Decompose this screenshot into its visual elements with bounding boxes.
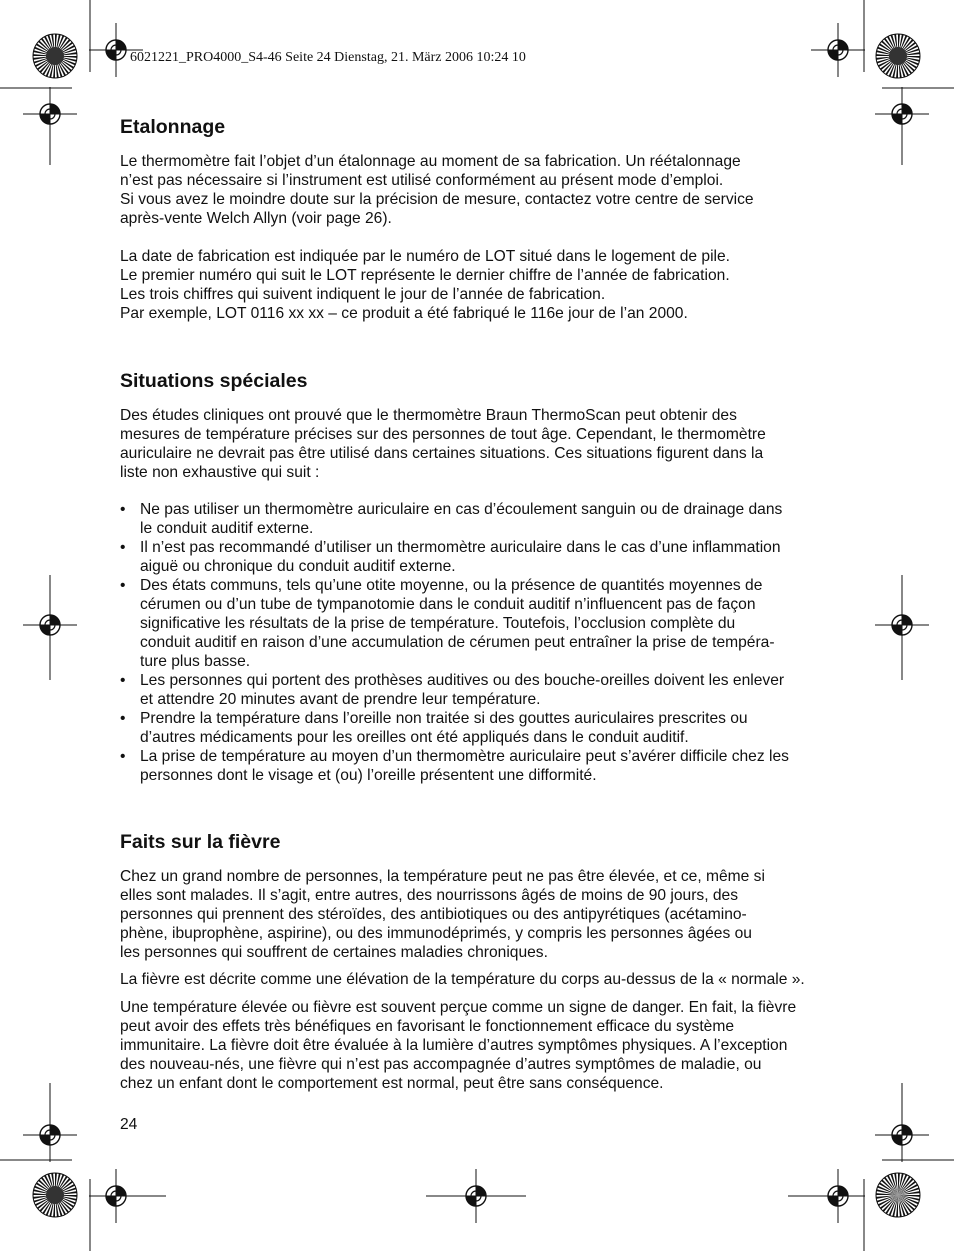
registration-mark-right-lower bbox=[875, 1108, 929, 1162]
fievre-paragraph-2: La fièvre est décrite comme une élévation de la température du corps au-dessus de la « normale ». bbox=[120, 971, 805, 988]
registration-mark-left-middle bbox=[23, 598, 77, 652]
registration-mark-right-upper bbox=[875, 87, 929, 141]
registration-mark-bottom-left bbox=[89, 1169, 143, 1223]
registration-mark-top-right bbox=[811, 23, 865, 77]
page-number: 24 bbox=[120, 1116, 138, 1133]
bullet-symbol: • bbox=[120, 539, 126, 556]
section-title-etalonnage: Etalonnage bbox=[120, 116, 226, 138]
starburst-target-top-left bbox=[33, 34, 77, 78]
list-item: • Ne pas utiliser un thermomètre auriculaire en cas d’écoulement sanguin ou de drainage dans le conduit auditif externe. bbox=[120, 501, 783, 537]
starburst-target-top-right bbox=[876, 34, 920, 78]
starburst-target-bottom-left bbox=[33, 1173, 77, 1217]
list-item: • Prendre la température dans l’oreille non traitée si des gouttes auriculaires prescrites ou d’autres médicaments pour les oreilles ont été appliqués dans le conduit auditif. bbox=[120, 710, 748, 746]
section-title-fievre: Faits sur la fièvre bbox=[120, 831, 281, 853]
starburst-target-bottom-right bbox=[876, 1173, 920, 1217]
situations-list bbox=[120, 500, 836, 785]
bullet-symbol: • bbox=[120, 748, 126, 765]
section-title-situations: Situations spéciales bbox=[120, 370, 308, 392]
situations-intro: Des études cliniques ont prouvé que le thermomètre Braun ThermoScan peut obtenir des mesures de température précises sur des personnes de tout âge. Cependant, le thermomètre auriculaire ne devrait pas être utilisé dans certaines situations. Ces situations figurent dans la liste non exhaustive qui suit : bbox=[120, 407, 766, 481]
etalonnage-paragraph-2: La date de fabrication est indiquée par le numéro de LOT situé dans le logement de pile. Le premier numéro qui suit le LOT représente le dernier chiffre de l’année de fabrication. Les trois chiffres qui suivent indiquent le jour de l’année de fabrication. Par exemple, LOT 0116 xx xx – ce produit a été fabriqué le 116e jour de l’an 2000. bbox=[120, 248, 730, 322]
print-slug: 6021221_PRO4000_S4-46 Seite 24 Dienstag, 21. März 2006 10:24 10 bbox=[130, 50, 526, 65]
list-item: • Il n’est pas recommandé d’utiliser un thermomètre auriculaire dans le cas d’une inflammation aiguë ou chronique du conduit auditif externe. bbox=[120, 539, 781, 575]
etalonnage-paragraph-1: Le thermomètre fait l’objet d’un étalonnage au moment de sa fabrication. Un réétalonnage n’est pas nécessaire si l’instrument est utilisé conformément au présent mode d’emploi. Si vous avez le moindre doute sur la précision de mesure, contactez votre centre de service après-vente Welch Allyn (voir page 26). bbox=[120, 153, 754, 227]
registration-mark-right-middle bbox=[875, 598, 929, 652]
list-item: • Les personnes qui portent des prothèses auditives ou des bouche-oreilles doivent les enlever et attendre 20 minutes avant de prendre leur température. bbox=[120, 672, 785, 708]
registration-mark-bottom-right bbox=[811, 1169, 865, 1223]
fievre-paragraph-3: Une température élevée ou fièvre est souvent perçue comme un signe de danger. En fait, la fièvre peut avoir des effets très bénéfiques en favorisant le fonctionnement efficace du système immunitaire. La fièvre doit être évaluée à la lumière d’autres symptômes physiques. A l’exception des nouveau-nés, une fièvre qui n’est pas accompagnée d’autres symptômes de maladie, ou chez un enfant dont le comportement est normal, peut être sans conséquence. bbox=[120, 999, 797, 1092]
list-item: • La prise de température au moyen d’un thermomètre auriculaire peut s’avérer difficile chez les personnes dont le visage et (ou) l’oreille présentent une difformité. bbox=[120, 748, 789, 784]
bullet-symbol: • bbox=[120, 710, 126, 727]
list-item: • Des états communs, tels qu’une otite moyenne, ou la présence de quantités moyennes de cérumen ou d’un tube de tympanotomie dans le conduit auditif n’influencent pas de façon significative les résultats de la prise de température. Toutefois, l’occlusion complète du conduit auditif en raison d’une accumulation de cérumen peut entraîner la prise de tempéra- ture plus basse. bbox=[120, 577, 775, 670]
registration-mark-left-upper bbox=[23, 87, 77, 141]
fievre-paragraph-1: Chez un grand nombre de personnes, la température peut ne pas être élevée, et ce, même si elles sont malades. Il s’agit, entre autres, des nourrissons âgés de moins de 90 jours, des personnes qui prennent des stéroïdes, des antibiotiques ou des antipyrétiques (acétamino- phène, ibuprophène, aspirine), ou des immunodéprimés, y compris les personnes âgées ou les personnes qui souffrent de certaines maladies chroniques. bbox=[120, 868, 765, 961]
page-content bbox=[120, 114, 836, 1093]
bullet-symbol: • bbox=[120, 672, 126, 689]
registration-mark-bottom-center bbox=[449, 1169, 503, 1223]
bullet-symbol: • bbox=[120, 577, 126, 594]
registration-mark-left-lower bbox=[23, 1108, 77, 1162]
bullet-symbol: • bbox=[120, 501, 126, 518]
